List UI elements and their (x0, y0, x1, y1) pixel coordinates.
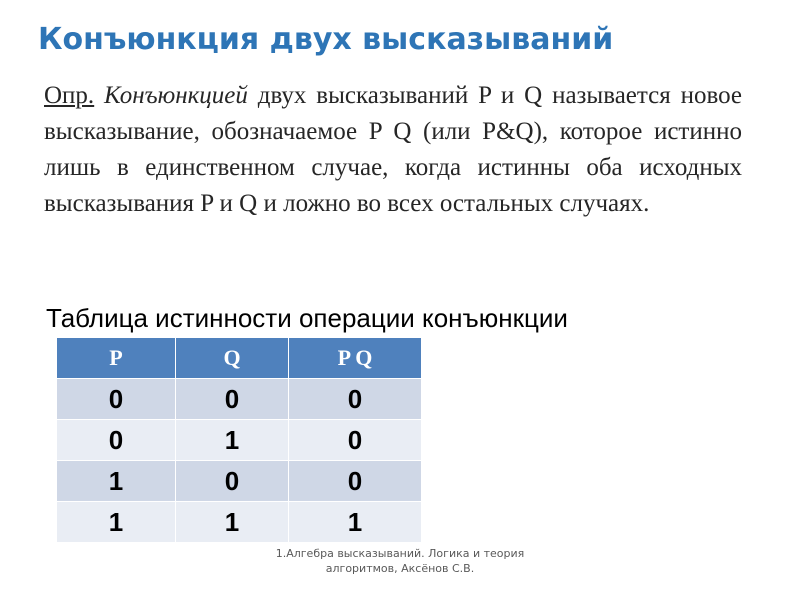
table-cell: 1 (176, 420, 289, 461)
header-q: Q (176, 338, 289, 379)
table-cell: 0 (57, 420, 176, 461)
table-cell: 0 (289, 461, 422, 502)
table-cell: 0 (176, 461, 289, 502)
table-row (57, 461, 422, 502)
table-caption: Таблица истинности операции конъюнкции (46, 303, 568, 333)
truth-table-header-row (57, 338, 422, 379)
header-p: P (57, 338, 176, 379)
definition-text: двух высказываний P и Q называется новое высказывание, обозначаемое P Q (или P&Q), которое истинно лишь в единственном случае, когда истинны оба исходных высказывания P и Q и ложно во всех остальных случаях. (44, 82, 742, 217)
table-cell: 0 (289, 379, 422, 420)
table-cell: 1 (176, 502, 289, 543)
definition-paragraph (44, 78, 742, 222)
table-cell: 0 (57, 379, 176, 420)
truth-table (56, 337, 422, 543)
table-cell: 0 (176, 379, 289, 420)
table-row (57, 502, 422, 543)
table-cell: 1 (57, 461, 176, 502)
table-cell: 1 (57, 502, 176, 543)
table-cell: 1 (289, 502, 422, 543)
defined-term: Конъюнкцией (104, 82, 248, 109)
definition-abbreviation: Опр. (44, 82, 95, 109)
table-cell: 0 (289, 420, 422, 461)
source-footnote: 1.Алгебра высказываний. Логика и теория алгоритмов, Аксёнов С.В. (275, 547, 525, 575)
table-row (57, 379, 422, 420)
header-conjunction: P Q (289, 338, 422, 379)
table-row (57, 420, 422, 461)
slide-title: Конъюнкция двух высказываний (38, 22, 614, 57)
